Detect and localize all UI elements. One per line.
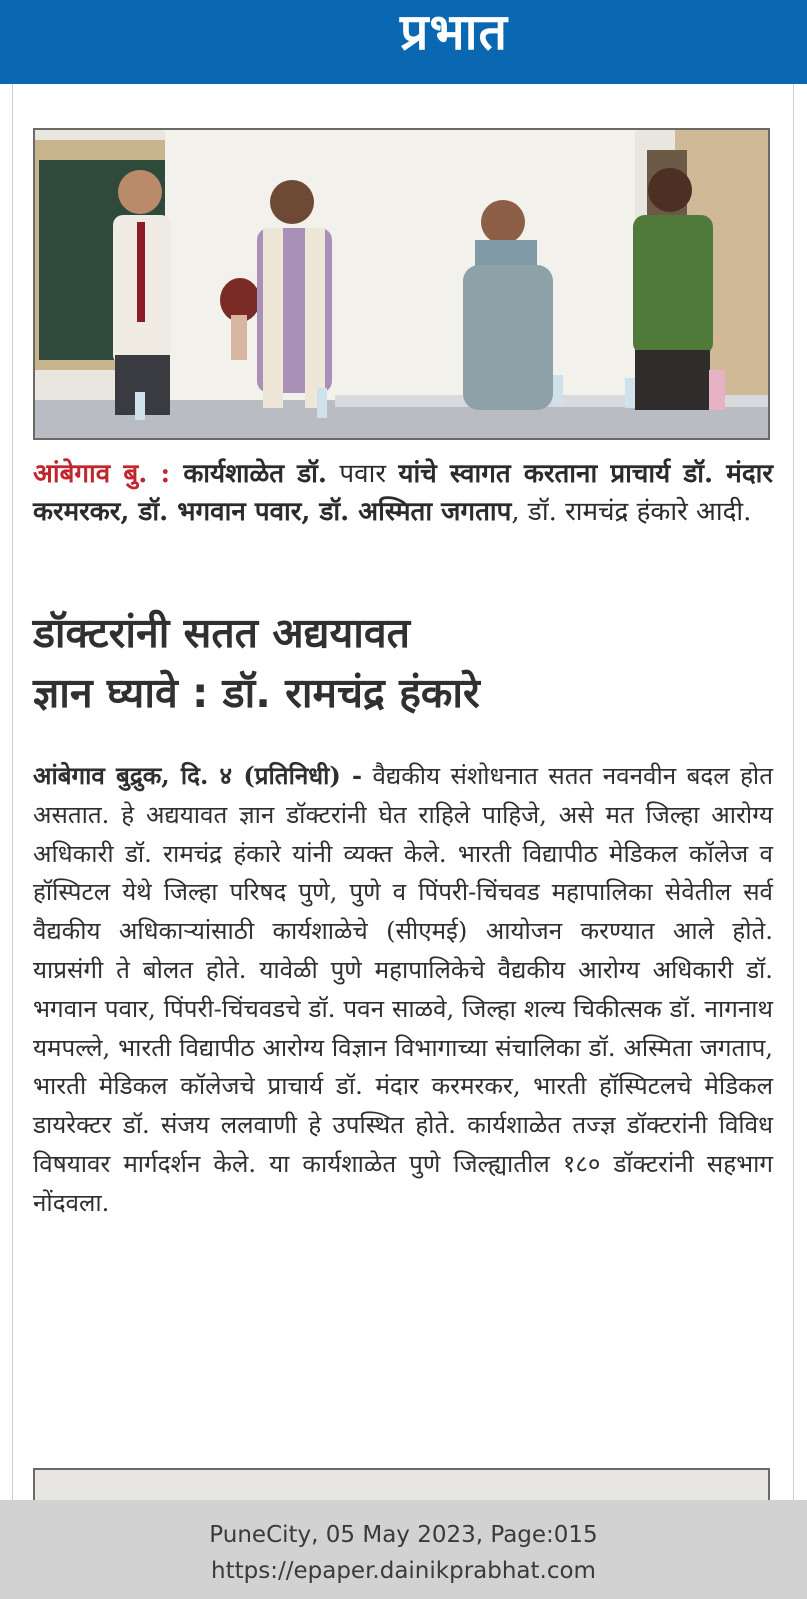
caption-location: आंबेगाव बु. : xyxy=(33,459,171,489)
page-edge-left xyxy=(12,84,13,1500)
headline-line-1: डॉक्टरांनी सतत अद्ययावत xyxy=(33,609,411,657)
caption-text-1: पवार xyxy=(326,459,399,489)
footer-url[interactable]: https://epaper.dainikprabhat.com xyxy=(211,1558,596,1584)
photo-caption xyxy=(33,455,773,531)
footer-edition-info: PuneCity, 05 May 2023, Page:015 xyxy=(209,1522,598,1548)
article-body xyxy=(33,757,773,1223)
article-headline xyxy=(33,603,773,723)
headline-line-2: ज्ञान घ्यावे : डॉ. रामचंद्र हंकारे xyxy=(33,669,480,717)
article-dateline: आंबेगाव बुद्रुक, दि. ४ (प्रतिनिधी) - xyxy=(33,761,363,790)
page-footer xyxy=(0,1500,807,1599)
caption-text-2: यांचे स्वागत करताना प्राचार्य डॉ. मंदार करमरकर, डॉ. भगवान पवार, डॉ. अस्मिता जगताप xyxy=(33,459,774,527)
article-photo xyxy=(33,128,770,440)
caption-text-bold: कार्यशाळेत डॉ. xyxy=(170,459,327,489)
masthead-bar xyxy=(0,0,807,84)
caption-text-3: , डॉ. रामचंद्र हंकारे आदी. xyxy=(511,497,752,527)
article-text: वैद्यकीय संशोधनात सतत नवनवीन बदल होत असतात. हे अद्ययावत ज्ञान डॉक्टरांनी घेत राहिले पाहिजे, असे मत जिल्हा आरोग्य अधिकारी डॉ. रामचंद्र हंकारे यांनी व्यक्त केले. भारती विद्यापीठ मेडिकल कॉलेज व हॉस्पिटल येथे जिल्हा परिषद पुणे, पुणे व पिंपरी-चिंचवड महापालिका सेवेतील सर्व वैद्यकीय अधिकाऱ्यांसाठी कार्यशाळेचे (सीएमई) आयोजन करण्यात आले होते. याप्रसंगी ते बोलत होते. यावेळी पुणे महापालिकेचे वैद्यकीय आरोग्य अधिकारी डॉ. भगवान पवार, पिंपरी-चिंचवडचे डॉ. पवन साळवे, जिल्हा शल्य चिकीत्सक डॉ. नागनाथ यमपल्ले, भारती विद्यापीठ आरोग्य विज्ञान विभागाच्या संचालिका डॉ. अस्मिता जगताप, भारती मेडिकल कॉलेजचे प्राचार्य डॉ. मंदार करमरकर, भारती हॉस्पिटलचे मेडिकल डायरेक्टर डॉ. संजय ललवाणी हे उपस्थित होते. कार्यशाळेत तज्ज्ञ डॉक्टरांनी विविध विषयावर मार्गदर्शन केले. या कार्यशाळेत पुणे जिल्ह्यातील १८० डॉक्टरांनी सहभाग नोंदवला. xyxy=(33,762,773,1217)
page-edge-right xyxy=(793,84,794,1500)
newspaper-logo: प्रभात xyxy=(400,2,509,61)
